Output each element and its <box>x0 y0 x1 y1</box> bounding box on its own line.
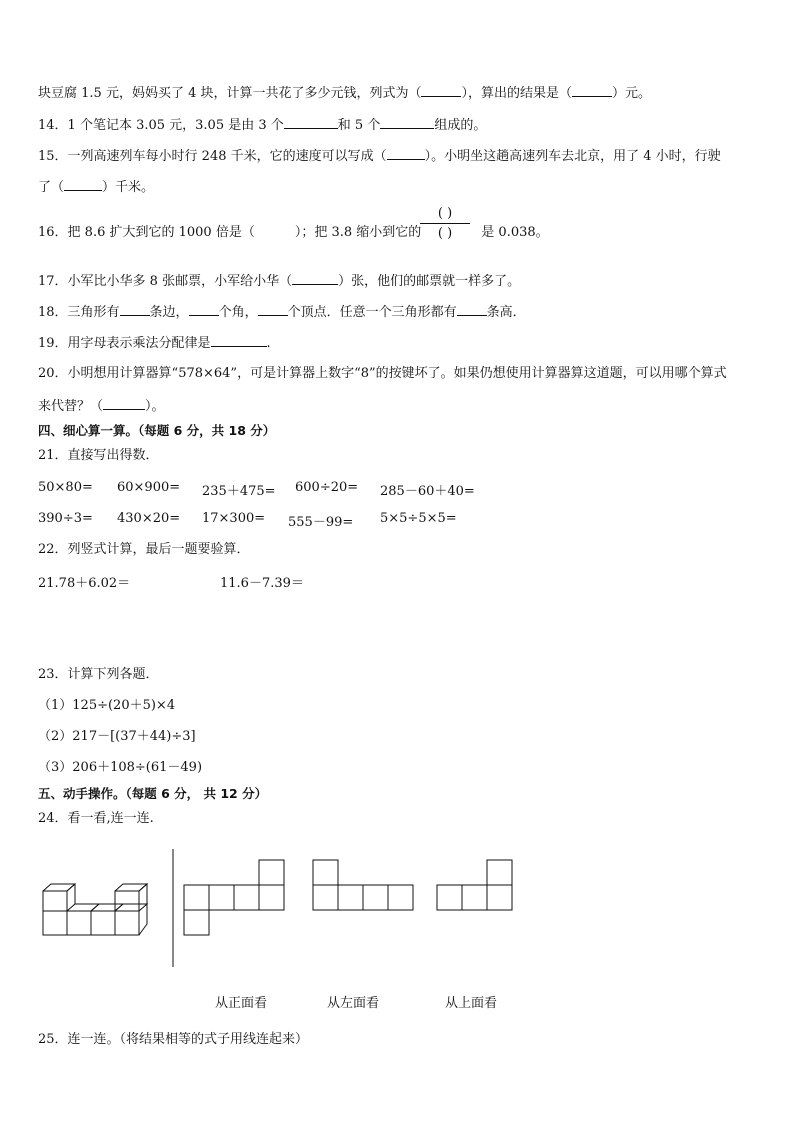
section-4-heading: 四、细心算一算。（每题 6 分，共 18 分） <box>38 423 276 438</box>
blank[interactable] <box>103 397 145 410</box>
question-19: 19．用字母表示乘法分配律是 . <box>38 336 271 351</box>
fraction-blank[interactable]: ( ) ( ) <box>420 205 470 242</box>
calc-item: 285－60＋40= <box>380 484 475 499</box>
question-17: 17．小军比小华多 8 张邮票，小军给小华（ ）张，他们的邮票就一样多了。 <box>38 274 521 289</box>
question-21-title: 21．直接写出得数． <box>38 448 159 463</box>
calc-item: 235＋475= <box>202 484 276 499</box>
question-16: 16．把 8.6 扩大到它的 1000 倍是（ ）；把 3.8 缩小到它的 是 0.038。 <box>38 225 549 240</box>
question-14: 14．1 个笔记本 3.05 元，3.05 是由 3 个 和 5 个 组成的。 <box>38 118 487 133</box>
calc-item: 430×20= <box>117 511 181 526</box>
question-23-title: 23．计算下列各题． <box>38 667 159 682</box>
view-label-front[interactable]: 从正面看 <box>215 996 268 1011</box>
view-figure-3 <box>437 860 512 910</box>
blank[interactable] <box>189 303 219 316</box>
blank[interactable] <box>284 116 338 129</box>
vertical-calc-item: 21.78＋6.02＝ <box>38 576 131 591</box>
blank[interactable] <box>380 116 434 129</box>
calc-item: 60×900= <box>117 480 181 495</box>
calc-item: 5×5÷5×5= <box>380 511 457 526</box>
question-25-title: 25．连一连。（将结果相等的式子用线连起来） <box>38 1032 309 1047</box>
solid-figure <box>43 884 147 935</box>
section-5-heading: 五、动手操作。（每题 6 分， 共 12 分） <box>38 786 268 801</box>
expression-item: （2）217－[(37＋44)÷3] <box>38 729 196 744</box>
calc-item: 555－99= <box>288 515 354 530</box>
blank[interactable] <box>292 272 338 285</box>
question-20: 20．小明想用计算器算“578×64”，可是计算器上数字“8”的按键坏了。如果仍想使用计算器算这道题，可以用哪个算式 <box>38 366 727 381</box>
view-figure-2 <box>313 860 413 910</box>
view-figures <box>30 845 530 975</box>
calc-item: 600÷20= <box>295 480 359 495</box>
question-20-line2: 来代替？（ ）。 <box>38 399 165 414</box>
view-label-left[interactable]: 从左面看 <box>327 996 380 1011</box>
blank[interactable] <box>211 334 267 347</box>
question-22-title: 22．列竖式计算，最后一题要验算． <box>38 542 250 557</box>
calc-item: 390÷3= <box>38 511 93 526</box>
question-24-title: 24．看一看,连一连. <box>38 811 154 826</box>
blank[interactable] <box>572 84 612 97</box>
expression-item: （1）125÷(20＋5)×4 <box>38 698 176 713</box>
question-18: 18．三角形有 条边， 个角， 个顶点．任意一个三角形都有 条高． <box>38 305 526 320</box>
blank[interactable] <box>64 178 102 191</box>
blank[interactable] <box>258 303 288 316</box>
view-label-top[interactable]: 从上面看 <box>445 996 498 1011</box>
blank[interactable] <box>387 147 425 160</box>
question-15-line2: 了（ ）千米。 <box>38 180 155 195</box>
vertical-calc-item: 11.6－7.39＝ <box>220 576 304 591</box>
blank[interactable] <box>421 84 461 97</box>
question-15: 15．一列高速列车每小时行 248 千米，它的速度可以写成（ ）。小明坐这趟高速列车去北京，用了 4 小时，行驶 <box>38 149 721 164</box>
view-figure-1 <box>184 860 284 935</box>
blank[interactable] <box>120 303 150 316</box>
blank[interactable] <box>457 303 487 316</box>
calc-item: 17×300= <box>202 511 266 526</box>
calc-item: 50×80= <box>38 480 93 495</box>
question-13-tail: 块豆腐 1.5 元，妈妈买了 4 块，计算一共花了多少元钱，列式为（ ），算出的结果是（ ）元。 <box>38 86 652 101</box>
expression-item: （3）206＋108÷(61－49) <box>38 760 203 775</box>
